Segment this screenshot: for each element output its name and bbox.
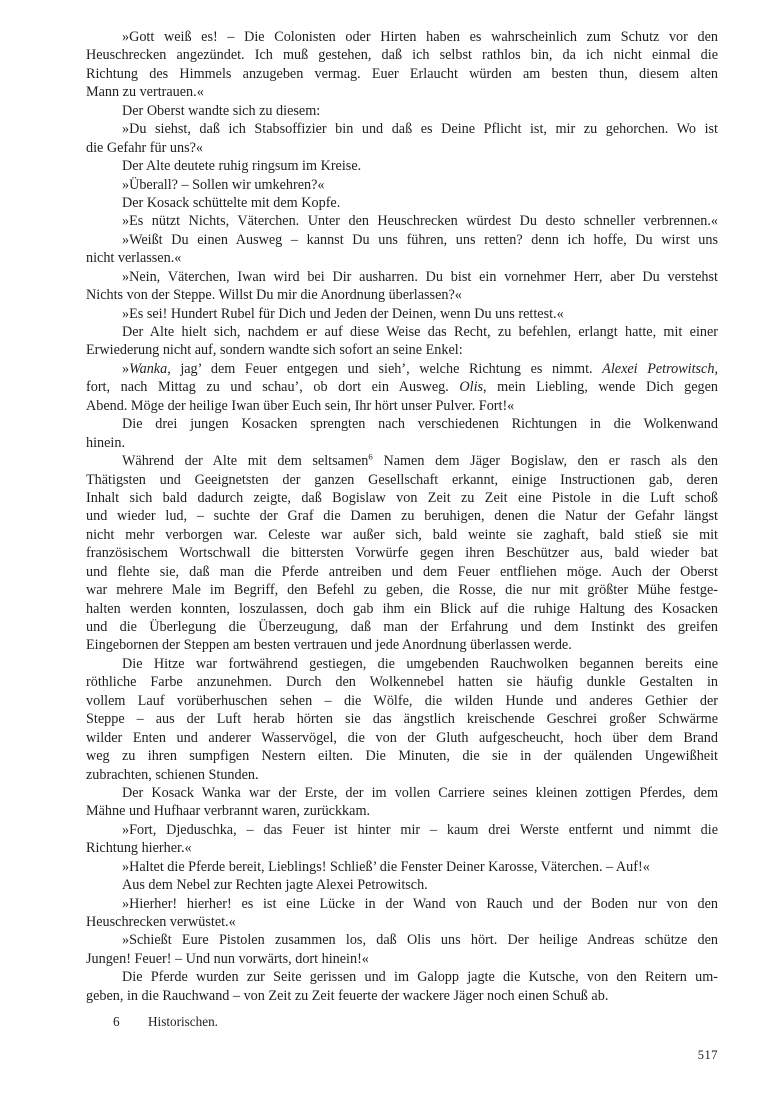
text-line: Richtung des Himmels anzugeben vermag. Euer Erlaucht würden am besten thun, diesem alten [86,65,718,82]
text-line: »Es sei! Hundert Rubel für Dich und Jeden der Deinen, wenn Du uns rettest.« [122,305,564,322]
text-line: Abend. Möge der heilige Iwan über Euch sein, Ihr hört unser Pulver. Fort!« [86,397,515,414]
text-line: »Schießt Eure Pistolen zusammen los, daß Olis uns hört. Der heilige Andreas schütze den [122,932,718,949]
paragraph [86,858,718,876]
text-line: Die drei jungen Kosacken sprengten nach verschiedenen Richtungen in die Wolkenwand [122,416,718,433]
footnote-text: Historischen. [148,1014,218,1029]
text-line: Die Pferde wurden zur Seite gerissen und im Galopp jagte die Kutsche, von den Reitern um- [122,969,718,986]
text-line: und flehte sie, daß man die Pferde antreiben und dem Feuer entfliehen möge. Auch der Oberst [86,563,718,580]
body-text [86,28,718,1005]
text-line: war mehrere Male im Begriff, den Befehl zu geben, die Rosse, die nur mit größter Mühe festge- [86,582,718,599]
text-line: geben, in die Rauchwand – von Zeit zu Zeit feuerte der wackere Jäger noch einen Schuß ab. [86,987,609,1004]
paragraph [86,102,718,120]
text-line: Heuschrecken angezündet. Ich muß gestehen, daß ich selbst rathlos bin, da ich nicht einmal die [86,47,718,64]
footnote-marker: 6 [113,1014,120,1029]
paragraph [86,655,718,784]
text-line: vollem Lauf vorüberhuschen sehen – die Wölfe, die wilden Hunde und anderes Gethier der [86,692,718,709]
text-line: nicht verlassen.« [86,250,182,267]
paragraph [86,268,718,305]
text-line: Jungen! Feuer! – Und nun vorwärts, dort hinein!« [86,950,369,967]
text-line: Der Alte deutete ruhig ringsum im Kreise. [122,158,362,175]
text-line: Richtung hierher.« [86,840,192,857]
paragraph [86,876,718,894]
paragraph [86,821,718,858]
paragraph [86,895,718,932]
text-line: »Nein, Väterchen, Iwan wird bei Dir ausharren. Du bist ein vornehmer Herr, aber Du verstehst [122,268,718,285]
paragraph [86,176,718,194]
text-line: »Fort, Djeduschka, – das Feuer ist hinter mir – kaum drei Werste entfernt und nimmt die [122,821,718,838]
text-line: zubrachten, schienen Stunden. [86,766,259,783]
text-line: und wieder lud, – suchte der Graf die Damen zu beruhigen, denen die Natur der Gefahr längst [86,508,718,525]
text-line: »Gott weiß es! – Die Colonisten oder Hirten haben es wahrscheinlich zum Schutz vor den [122,29,718,45]
text-line: »Haltet die Pferde bereit, Lieblings! Schließ’ die Fenster Deiner Karosse, Väterchen. – Auf!« [122,858,650,875]
text-line: »Überall? – Sollen wir umkehren?« [122,176,325,193]
text-line: nicht mehr verborgen war. Celeste war außer sich, bald weinte sie zaghaft, bald stieß sie mit [86,526,718,543]
text-line: Heuschrecken verwüstet.« [86,914,236,930]
paragraph [86,157,718,175]
text-line: »Wanka, jag’ dem Feuer entgegen und sieh’, welche Richtung es nimmt. Alexei Petrowitsch, [122,360,718,377]
text-line: und die Überlegung die Überzeugung, daß man der Erfahrung und dem Instinkt des greifen [86,619,718,635]
paragraph [86,784,718,821]
text-line: Mann zu vertrauen.« [86,84,204,101]
text-line: Die Hitze war fortwährend gestiegen, die umgebenden Rauchwolken begannen bereits eine [122,655,718,672]
text-line: Inhalt sich bald dadurch zeigte, daß Bogislaw von Zeit zu Zeit eine Pistole in die Luft schoß [86,489,718,506]
text-line: »Weißt Du einen Ausweg – kannst Du uns führen, uns retten? denn ich hoffe, Du wirst uns [122,231,718,248]
paragraph [86,415,718,452]
text-line: Erwiederung nicht auf, sondern wandte sich sofort an seine Enkel: [86,342,463,359]
text-line: Thätigsten und Geeignetsten der ganzen Gesellschaft erkannt, einige Instructionen gab, deren [86,471,718,488]
footnote [86,1013,718,1030]
text-line: »Hierher! hierher! es ist eine Lücke in der Wand von Rauch und der Boden nur von den [122,895,718,912]
text-line: wilder Enten und anderer Wasservögel, die von der Gluth aufgescheucht, hoch über dem Brand [86,729,718,746]
text-line: Mähne und Hufhaar verbrannt waren, zurückkam. [86,803,371,820]
text-line: Der Kosack Wanka war der Erste, der im vollen Carriere seines kleinen zottigen Pferdes, dem [122,784,718,801]
text-line: Während der Alte mit dem seltsamen$^6$ Namen dem Jäger Bogislaw, den er rasch als den [122,452,718,470]
text-line: französischem Wortschwall die bittersten Vorwürfe gegen ihren Beschützer aus, bald wieder bat [86,545,718,562]
text-line: Eingebornen der Steppen am besten vertrauen und jede Anordnung überlassen werde. [86,637,572,654]
text-line: Aus dem Nebel zur Rechten jagte Alexei Petrowitsch. [122,877,428,894]
text-line: »Es nützt Nichts, Väterchen. Unter den Heuschrecken würdest Du desto schneller verbrennen.« [122,213,718,230]
text-line: halten werden konnten, loszulassen, doch gab ihm ein Blick auf die ruhige Haltung des Kosacken [86,600,718,617]
paragraph [86,194,718,212]
text-line: »Du siehst, daß ich Stabsoffizier bin und daß es Deine Pflicht ist, mir zu gehorchen. Wo ist [122,121,718,138]
text-line: röthliche Farbe anzunehmen. Durch den Wolkennebel hatten sie häufig dunkle Gestalten in [86,674,718,691]
paragraph [86,305,718,323]
text-line: hinein. [86,434,126,451]
paragraph [86,212,718,230]
text-line: die Gefahr für uns?« [86,139,203,156]
paragraph [86,931,718,968]
text-line: Nichts von der Steppe. Willst Du mir die Anordnung überlassen?« [86,287,462,304]
text-line: Der Kosack schüttelte mit dem Kopfe. [122,194,341,211]
paragraph [86,968,718,1005]
text-line: Steppe – aus der Luft herab hörten sie das ängstlich kreischende Geschrei großer Schwärme [86,711,718,728]
paragraph [86,360,718,415]
paragraph [86,120,718,157]
text-line: fort, nach Mittag zu und schau’, ob dort ein Ausweg. Olis, mein Liebling, wende Dich gegen [86,379,718,396]
text-line: Der Alte hielt sich, nachdem er auf diese Weise das Recht, zu befehlen, erlangt hatte, mit einer [122,324,718,340]
paragraph [86,28,718,102]
text-line: weg zu ihren sumpfigen Nestern eilten. Die Minuten, die sie in der quälenden Ungewißheit [86,748,718,765]
page-number: 517 [697,1048,718,1062]
paragraph [86,452,718,655]
paragraph [86,231,718,268]
text-line: Der Oberst wandte sich zu diesem: [122,102,321,119]
paragraph [86,323,718,360]
